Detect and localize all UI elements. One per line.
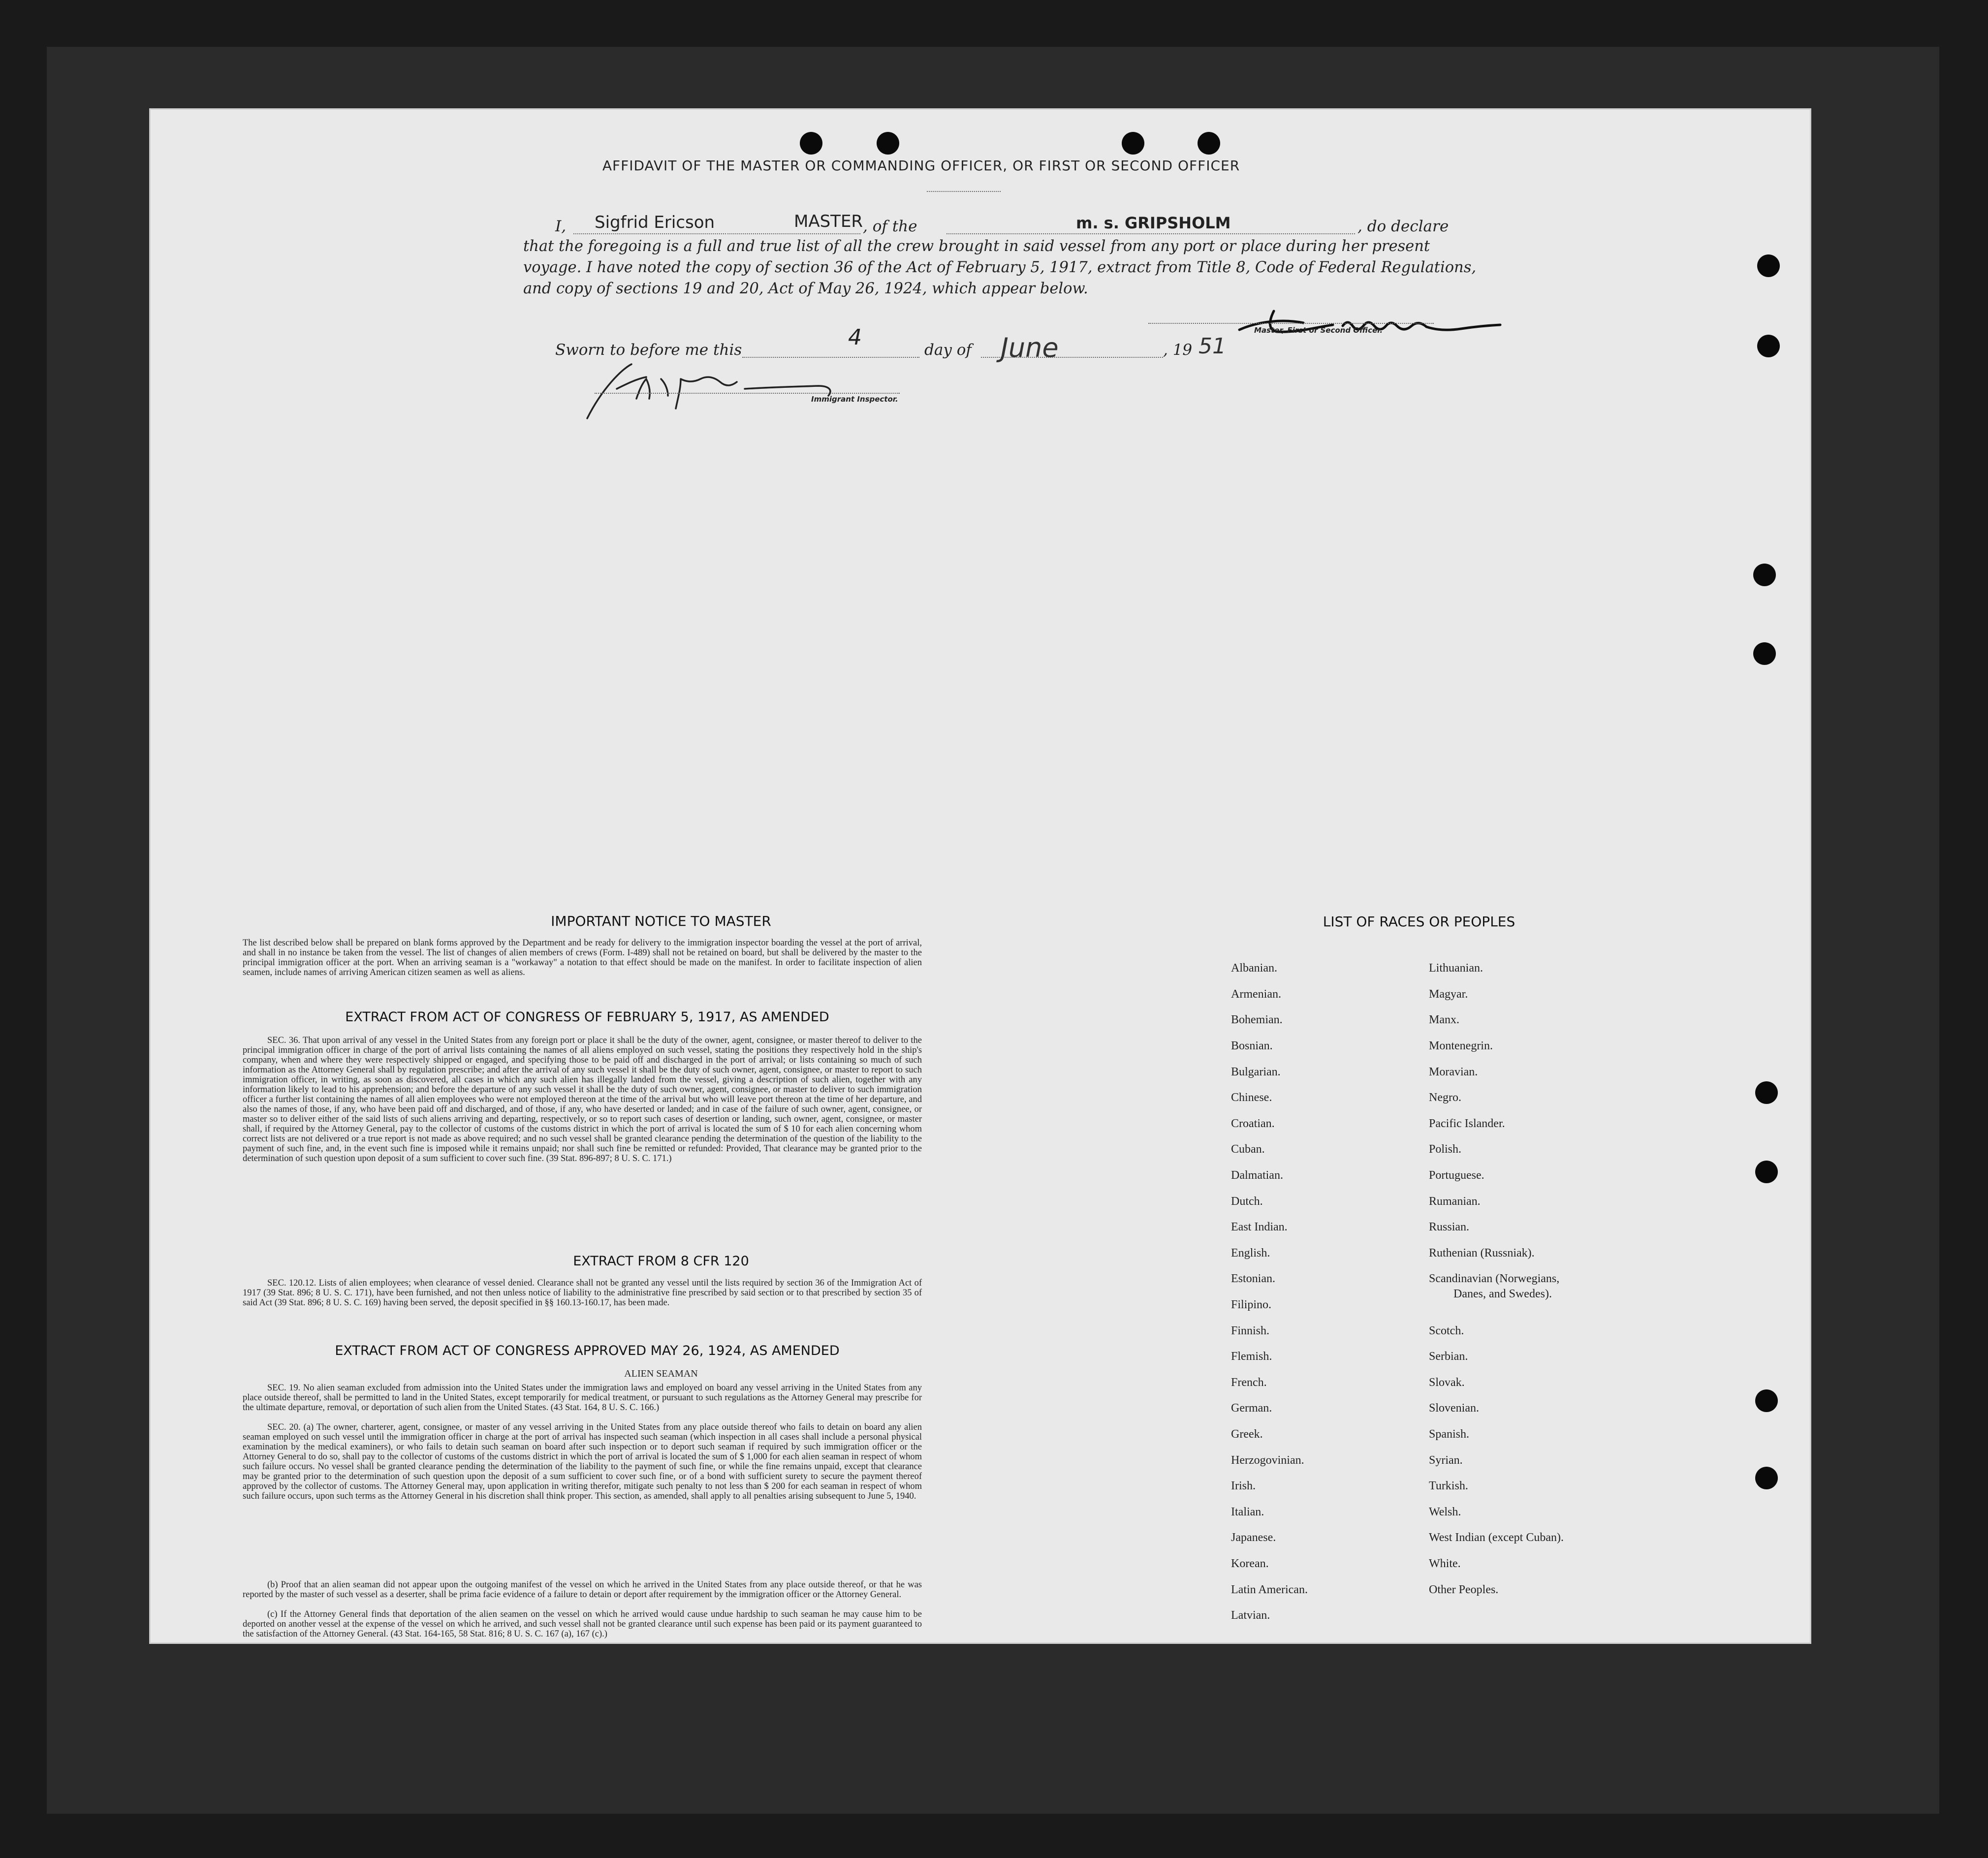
of-the-label: , of the: [863, 218, 917, 235]
race-item: Dalmatian.: [1231, 1169, 1283, 1182]
punch-hole: [1755, 1389, 1778, 1412]
race-item: Russian.: [1429, 1221, 1470, 1233]
extract-1924-secc: (c) If the Attorney General finds that deportation of the alien seamen on the vessel on which he arrived would cause undue hardship to such seaman he may cause him to be deported on another vessel at the expense of the vessel on which he arrived, and such vessel shall not be granted clearance until such expense has been paid or its payment guaranteed to the satisfaction of the Attorney General. (43 Stat. 164-165, 58 Stat. 816; 8 U. S. C. 167 (a), 167 (c).): [243, 1609, 922, 1639]
extract-1924-title: EXTRACT FROM ACT OF CONGRESS APPROVED MAY 26, 1924, AS AMENDED: [335, 1343, 840, 1358]
race-item: Filipino.: [1231, 1298, 1272, 1311]
document-page: [149, 108, 1811, 1644]
punch-hole: [1755, 1081, 1778, 1104]
race-item: Turkish.: [1429, 1480, 1468, 1492]
master-rank: MASTER: [794, 212, 863, 231]
race-item: Finnish.: [1231, 1324, 1270, 1337]
punch-hole: [1757, 335, 1780, 357]
race-item: Welsh.: [1429, 1506, 1461, 1518]
affidavit-title: AFFIDAVIT OF THE MASTER OR COMMANDING OFFICER, OR FIRST OR SECOND OFFICER: [602, 157, 1240, 174]
race-item: White.: [1429, 1557, 1461, 1570]
notice-title: IMPORTANT NOTICE TO MASTER: [551, 913, 771, 929]
race-item: Dutch.: [1231, 1195, 1263, 1208]
race-item: East Indian.: [1231, 1221, 1288, 1233]
day-of-label: day of: [924, 341, 972, 359]
month-value: June: [1001, 332, 1059, 363]
race-item: Ruthenian (Russniak).: [1429, 1247, 1535, 1260]
race-item: Korean.: [1231, 1557, 1269, 1570]
race-item: Scotch.: [1429, 1324, 1464, 1337]
year-value: 51: [1199, 334, 1226, 359]
punch-hole: [1198, 132, 1220, 155]
race-item: Negro.: [1429, 1091, 1461, 1104]
affidavit-i-label: I,: [555, 218, 567, 235]
race-item: Herzogovinian.: [1231, 1454, 1304, 1467]
race-item: Scandinavian (Norwegians,: [1429, 1272, 1560, 1285]
race-item: Moravian.: [1429, 1066, 1478, 1078]
race-item: French.: [1231, 1376, 1267, 1389]
punch-hole: [1755, 1161, 1778, 1183]
race-item: Rumanian.: [1429, 1195, 1481, 1208]
race-item: Lithuanian.: [1429, 962, 1483, 975]
extract-cfr-title: EXTRACT FROM 8 CFR 120: [573, 1254, 749, 1269]
master-signature-line: [1148, 323, 1434, 324]
race-item: Polish.: [1429, 1143, 1462, 1156]
race-item: Other Peoples.: [1429, 1583, 1499, 1596]
master-name: Sigfrid Ericson: [595, 213, 715, 232]
punch-hole: [1755, 1467, 1778, 1489]
extract-1917-title: EXTRACT FROM ACT OF CONGRESS OF FEBRUARY 5, 1917, AS AMENDED: [345, 1009, 829, 1025]
race-item: Slovenian.: [1429, 1402, 1479, 1415]
extract-1924-secb: (b) Proof that an alien seaman did not appear upon the outgoing manifest of the vessel on which he arrived in the United States from any place outside thereof, or that he was reported by the master of such vessel as a deserter, shall be prima facie evidence of a failure to detain or deport after requirement by the immigration officer or the Attorney General.: [243, 1580, 922, 1600]
race-item: Flemish.: [1231, 1350, 1272, 1363]
race-item: Spanish.: [1429, 1428, 1470, 1441]
race-item: Danes, and Swedes).: [1453, 1288, 1552, 1300]
vessel-name: m. s. GRIPSHOLM: [1076, 214, 1231, 232]
race-item: Cuban.: [1231, 1143, 1265, 1156]
affidavit-line-2: that the foregoing is a full and true list of all the crew brought in said vessel from any port or place during her present: [523, 238, 1430, 255]
affidavit-line-4: and copy of sections 19 and 20, Act of May 26, 1924, which appear below.: [523, 280, 1088, 297]
race-item: Irish.: [1231, 1480, 1256, 1492]
race-item: Albanian.: [1231, 962, 1277, 975]
affidavit-line-3: voyage. I have noted the copy of section 36 of the Act of February 5, 1917, extract from Title 8, Code of Federal Regulations,: [523, 259, 1477, 276]
race-item: Greek.: [1231, 1428, 1263, 1441]
extract-1917-text: SEC. 36. That upon arrival of any vessel in the United States from any foreign port or place it shall be the duty of the owner, agent, consignee, or master thereof to deliver to the principal immigration officer in charge of the port of arrival lists containing the names of all aliens employed on such vessel, stating the positions they respectively hold in the ship's company, when and where they were respectively shipped or engaged, and specifying those to be paid off and discharged in the port of arrival; or lists containing so much of such information as the Attorney General shall by regulation prescribe; and after the arrival of any such vessel it shall be the duty of such owner, agent, consignee, or master to report to such immigration officer, in writing, as soon as discovered, all cases in which any such alien has illegally landed from the vessel, giving a description of such alien, together with any information likely to lead to his apprehension; and before the departure of any such vessel it shall be the duty of such owner, agent, consignee, or master to deliver to such immigration officer a further list containing the names of all alien employees who were not employed thereon at the time of the arrival but who will leave port thereon at the time of her departure, and also the names of those, if any, who have been paid off and discharged, and of those, if any, who have deserted or landed; and in case of the failure of such owner, agent, consignee, or master so to deliver either of the said lists of such aliens arriving and departing, respectively, or so to report such cases of desertion or landing, such owner, agent, consignee, or master shall, if required by the Attorney General, pay to the collector of customs of the customs district in which the port of arrival is located the sum of $ 10 for each alien concerning whom correct lists are not delivered or a true report is not made as above required; and no such vessel shall be granted clearance pending the determination of the question of the liability to the payment of such fine, and, in the event such fine is imposed while it remains unpaid; nor shall such fine be remitted or refunded: Provided, That clearance may be granted prior to the determination of such question upon deposit of a sum sufficient to cover such fine. (39 Stat. 896-897; 8 U. S. C. 171.): [243, 1036, 922, 1164]
race-item: Armenian.: [1231, 988, 1281, 1001]
rank-field-line: [727, 233, 860, 234]
race-item: German.: [1231, 1402, 1272, 1415]
race-item: Serbian.: [1429, 1350, 1468, 1363]
race-item: Portuguese.: [1429, 1169, 1484, 1182]
name-field-line: [573, 233, 726, 234]
punch-hole: [877, 132, 899, 155]
race-item: Croatian.: [1231, 1117, 1275, 1130]
master-caption: Master, First or Second Officer.: [1254, 326, 1383, 335]
inspector-caption: Immigrant Inspector.: [811, 395, 898, 404]
race-item: Magyar.: [1429, 988, 1468, 1001]
punch-hole: [1757, 254, 1780, 277]
inspector-signature-line: [595, 393, 900, 394]
race-item: Latvian.: [1231, 1609, 1270, 1622]
race-item: Montenegrin.: [1429, 1039, 1493, 1052]
day-value: 4: [848, 325, 862, 350]
alien-seaman-subtitle: ALIEN SEAMAN: [624, 1368, 698, 1379]
punch-hole: [1122, 132, 1144, 155]
race-item: Japanese.: [1231, 1531, 1276, 1544]
race-item: Slovak.: [1429, 1376, 1465, 1389]
sworn-label: Sworn to before me this: [555, 341, 742, 359]
punch-hole: [1753, 564, 1776, 586]
race-item: Bohemian.: [1231, 1013, 1283, 1026]
race-item: Syrian.: [1429, 1454, 1463, 1467]
race-item: Latin American.: [1231, 1583, 1308, 1596]
extract-1924-sec19: SEC. 19. No alien seaman excluded from admission into the United States under the immigration laws and employed on board any vessel arriving in the United States from any place outside thereof, shall be permitted to land in the United States, except temporarily for medical treatment, or pursuant to such regulations as the Attorney General may prescribe for the ultimate departure, removal, or deportation of such alien from the United States. (43 Stat. 164, 8 U. S. C. 166.): [243, 1383, 922, 1413]
race-item: Manx.: [1429, 1013, 1459, 1026]
race-item: English.: [1231, 1247, 1270, 1260]
race-item: Bosnian.: [1231, 1039, 1273, 1052]
extract-cfr-text: SEC. 120.12. Lists of alien employees; when clearance of vessel denied. Clearance shall not be granted any vessel until the lists required by section 36 of the Immigration Act of 1917 (39 Stat. 896; 8 U. S. C. 171), have been furnished, and not then unless notice of liability to the administrative fine prescribed by said section or to that prescribed by section 35 of said Act (39 Stat. 896; 8 U. S. C. 169) having been served, the deposit specified in §§ 160.13-160.17, has been made.: [243, 1278, 922, 1308]
year-prefix: , 19: [1163, 341, 1193, 359]
extract-1924-sec20: SEC. 20. (a) The owner, charterer, agent, consignee, or master of any vessel arriving in the United States from any place outside thereof who fails to detain on board any alien seaman employed on such vessel until the immigration officer in charge at the port of arrival has inspected such seaman (which inspection in all cases shall include a personal physical examination by the medical examiners), or who fails to detain such seaman on board after such inspection or to deport such seaman if required by such immigration officer or the Attorney General to do so, shall pay to the collector of customs of the customs district in which the port of arrival is located the sum of $ 1,000 for each alien seaman in respect of whom such failure occurs. No vessel shall be granted clearance pending the determination of the liability to the payment of such fine, or while the fine remains unpaid, except that clearance may be granted prior to the determination of such question upon the deposit of a sum sufficient to cover such fine, or of a bond with sufficient surety to secure the payment thereof approved by the collector of customs. The Attorney General may, upon application in writing therefor, mitigate such penalty to not less than $ 200 for each seaman in respect of whom such failure occurs, upon such terms as the Attorney General in his discretion shall think proper. This section, as amended, shall apply to all penalties arising subsequent to June 5, 1940.: [243, 1422, 922, 1501]
notice-text: The list described below shall be prepared on blank forms approved by the Department and be ready for delivery to the immigration inspector boarding the vessel at the port of arrival, and shall in no instance be taken from the vessel. The list of changes of alien members of crews (Form. I-489) shall not be retained on board, but shall be delivered by the master to the principal immigration officer at the port. When an arriving seaman is a "workaway" a notation to that effect should be made on the manifest. In order to facilitate inspection of alien seamen, include names of arriving American citizen seamen as well as aliens.: [243, 938, 922, 977]
do-declare-label: , do declare: [1357, 218, 1449, 235]
punch-hole: [800, 132, 822, 155]
title-underline: [927, 191, 1001, 192]
punch-hole: [1753, 642, 1776, 665]
races-title: LIST OF RACES OR PEOPLES: [1323, 913, 1515, 930]
race-item: Italian.: [1231, 1506, 1264, 1518]
race-item: Bulgarian.: [1231, 1066, 1281, 1078]
race-item: Chinese.: [1231, 1091, 1272, 1104]
race-item: Pacific Islander.: [1429, 1117, 1505, 1130]
day-field-line: [742, 357, 919, 358]
race-item: West Indian (except Cuban).: [1429, 1531, 1564, 1544]
race-item: Estonian.: [1231, 1272, 1275, 1285]
vessel-field-line: [947, 233, 1355, 234]
inspector-signature: [568, 359, 843, 423]
